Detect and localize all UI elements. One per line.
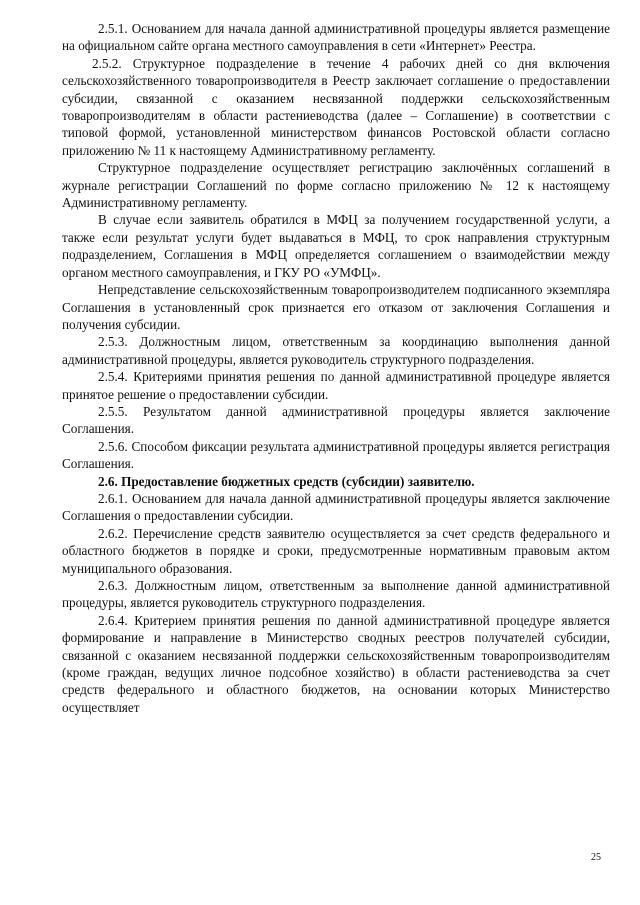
paragraph-mfc: В случае если заявитель обратился в МФЦ за получением государственной услуги, а также если результат услуги будет выдаваться в МФЦ, то срок направления структурным подразделением, Соглашения в МФЦ определяется соглашением о взаимодействии между органом местного самоуправления, и ГКУ РО «УМФЦ». (62, 212, 610, 280)
paragraph-2-6-1: 2.6.1. Основанием для начала данной административной процедуры является заключение Соглашения о предоставлении субсидии. (62, 490, 610, 524)
paragraph-2-6-4: 2.6.4. Критерием принятия решения по данной административной процедуре является формирование и направление в Министерство сводных реестров получателей субсидии, связанной с оказанием несвязанной поддержки сельскохозяйственным товаропроизводителям (кроме граждан, ведущих личное подсобное хозяйство) в области растениеводства за счет средств федерального и областного бюджетов, на основании которых Министерство осуществляет (62, 612, 610, 715)
paragraph-2-5-6: 2.5.6. Способом фиксации результата административной процедуры является регистрация Соглашения. (62, 438, 610, 472)
paragraph-2-5-5: 2.5.5. Результатом данной административной процедуры является заключение Соглашения. (62, 403, 610, 437)
page-number: 25 (591, 852, 601, 863)
section-heading-2-6: 2.6. Предоставление бюджетных средств (субсидии) заявителю. (98, 473, 475, 489)
paragraph-2-6-2: 2.6.2. Перечисление средств заявителю осуществляется за счет средств федерального и областного бюджетов в порядке и сроки, предусмотренные нормативным правовым актом муниципального образования. (62, 525, 610, 576)
paragraph-2-5-3: 2.5.3. Должностным лицом, ответственным за координацию выполнения данной административной процедуры, является руководитель структурного подразделения. (62, 334, 610, 367)
paragraph-2-5-2: 2.5.2. Структурное подразделение в течение 4 рабочих дней со дня включения сельскохозяйственного товаропроизводителя в Реестр заключает соглашение о предоставлении субсидии, связанной с оказанием несвязанной поддержки сельскохозяйственным товаропроизводителям в области растениеводства (далее – Соглашение) в соответствии с типовой формой, установленной министерством финансов Ростовской области согласно приложению № 11 к настоящему Административному регламенту. (62, 55, 610, 158)
paragraph-non-submission: Непредставление сельскохозяйственным товаропроизводителем подписанного экземпляра Соглашения в установленный срок признается его отказом от заключения Соглашения и получения субсидии. (62, 282, 610, 332)
paragraph-2-6-3: 2.6.3. Должностным лицом, ответственным за выполнение данной административной процедуры, является руководитель структурного подразделения. (62, 578, 610, 611)
paragraph-registration: Структурное подразделение осуществляет регистрацию заключённых соглашений в журнале регистрации Соглашений по форме согласно приложению № 12 к настоящему Административному регламенту. (62, 160, 610, 211)
paragraph-2-5-1: 2.5.1. Основанием для начала данной административной процедуры является размещение на официальном сайте органа местного самоуправления в сети «Интернет» Реестра. (62, 21, 610, 54)
paragraph-2-5-4: 2.5.4. Критериями принятия решения по данной административной процедуре является принятое решение о предоставлении субсидии. (62, 369, 610, 402)
document-body (62, 20, 610, 716)
